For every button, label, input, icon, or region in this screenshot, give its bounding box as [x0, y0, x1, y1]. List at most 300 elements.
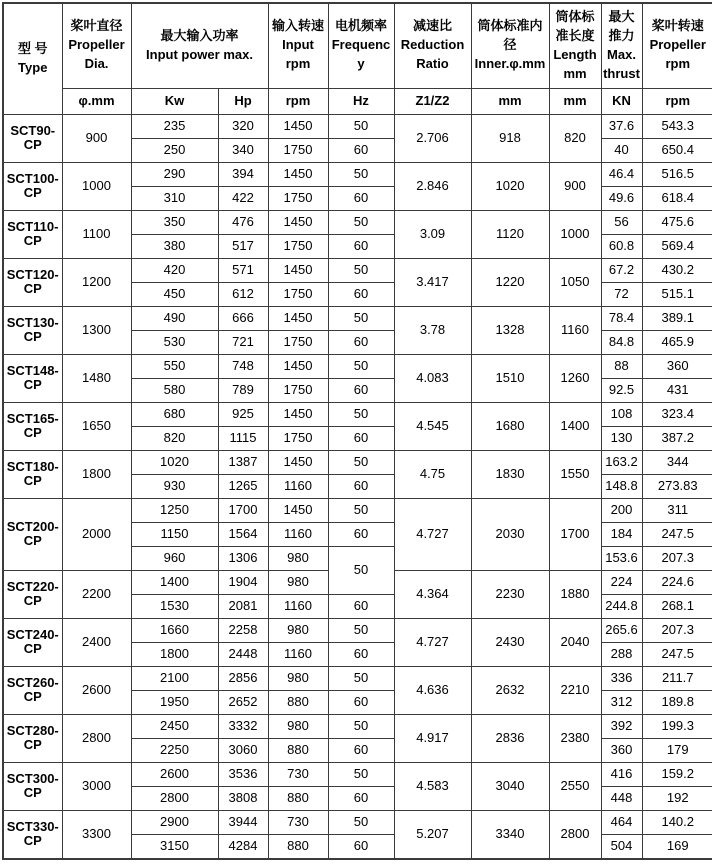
cell-frequency: 60 — [328, 474, 394, 498]
cell-power-hp: 612 — [218, 282, 268, 306]
cell-input-rpm: 1750 — [268, 234, 328, 258]
type-header-zh: 型 号 — [17, 40, 48, 56]
cell-propeller-dia: 900 — [62, 114, 131, 162]
cell-length: 820 — [549, 114, 601, 162]
cell-input-rpm: 1450 — [268, 258, 328, 282]
cell-reduction-ratio: 4.727 — [394, 618, 471, 666]
cell-power-hp: 3808 — [218, 786, 268, 810]
cell-input-rpm: 1750 — [268, 186, 328, 210]
cell-power-kw: 450 — [131, 282, 218, 306]
cell-max-thrust: 67.2 — [601, 258, 642, 282]
cell-model-type: SCT240-CP — [3, 618, 62, 666]
cell-reduction-ratio: 4.083 — [394, 354, 471, 402]
cell-propeller-dia: 2200 — [62, 570, 131, 618]
cell-reduction-ratio: 3.09 — [394, 210, 471, 258]
cell-propeller-rpm: 569.4 — [642, 234, 712, 258]
cell-propeller-dia: 2400 — [62, 618, 131, 666]
cell-power-hp: 748 — [218, 354, 268, 378]
cell-input-rpm: 1160 — [268, 642, 328, 666]
cell-inner-dia: 2230 — [471, 570, 549, 618]
cell-power-kw: 1250 — [131, 498, 218, 522]
cell-max-thrust: 153.6 — [601, 546, 642, 570]
cell-propeller-dia: 1200 — [62, 258, 131, 306]
cell-power-hp: 3332 — [218, 714, 268, 738]
cell-inner-dia: 1328 — [471, 306, 549, 354]
cell-length: 2550 — [549, 762, 601, 810]
cell-inner-dia: 1830 — [471, 450, 549, 498]
type-header-en: Type — [18, 59, 48, 75]
cell-max-thrust: 78.4 — [601, 306, 642, 330]
cell-input-rpm: 1450 — [268, 498, 328, 522]
cell-propeller-rpm: 475.6 — [642, 210, 712, 234]
cell-input-rpm: 1750 — [268, 378, 328, 402]
table-row — [3, 810, 712, 834]
cell-power-kw: 930 — [131, 474, 218, 498]
cell-power-hp: 3060 — [218, 738, 268, 762]
cell-reduction-ratio: 4.545 — [394, 402, 471, 450]
unit-frequency: Hz — [328, 88, 394, 114]
cell-reduction-ratio: 4.364 — [394, 570, 471, 618]
cell-propeller-dia: 1300 — [62, 306, 131, 354]
cell-propeller-rpm: 389.1 — [642, 306, 712, 330]
cell-propeller-dia: 1800 — [62, 450, 131, 498]
table-row — [3, 210, 712, 234]
cell-length: 2210 — [549, 666, 601, 714]
cell-propeller-dia: 1000 — [62, 162, 131, 210]
cell-input-rpm: 980 — [268, 714, 328, 738]
cell-propeller-rpm: 344 — [642, 450, 712, 474]
cell-max-thrust: 92.5 — [601, 378, 642, 402]
cell-inner-dia: 1220 — [471, 258, 549, 306]
cell-frequency: 60 — [328, 594, 394, 618]
cell-propeller-rpm: 360 — [642, 354, 712, 378]
cell-model-type: SCT300-CP — [3, 762, 62, 810]
cell-model-type: SCT330-CP — [3, 810, 62, 859]
cell-propeller-rpm: 192 — [642, 786, 712, 810]
cell-power-kw: 2900 — [131, 810, 218, 834]
cell-power-hp: 1115 — [218, 426, 268, 450]
cell-input-rpm: 1750 — [268, 282, 328, 306]
cell-reduction-ratio: 2.846 — [394, 162, 471, 210]
cell-propeller-dia: 3000 — [62, 762, 131, 810]
cell-power-kw: 530 — [131, 330, 218, 354]
cell-frequency: 50 — [328, 354, 394, 378]
cell-propeller-rpm: 169 — [642, 834, 712, 859]
col-header-propeller-rpm: 桨叶转速 Propeller rpm — [642, 3, 712, 88]
cell-power-hp: 320 — [218, 114, 268, 138]
cell-reduction-ratio: 2.706 — [394, 114, 471, 162]
cell-power-hp: 476 — [218, 210, 268, 234]
cell-power-kw: 1660 — [131, 618, 218, 642]
cell-inner-dia: 1680 — [471, 402, 549, 450]
table-row — [3, 450, 712, 474]
cell-model-type: SCT220-CP — [3, 570, 62, 618]
cell-input-rpm: 880 — [268, 738, 328, 762]
cell-max-thrust: 46.4 — [601, 162, 642, 186]
cell-frequency: 50 — [328, 618, 394, 642]
cell-max-thrust: 148.8 — [601, 474, 642, 498]
cell-max-thrust: 130 — [601, 426, 642, 450]
cell-propeller-dia: 1480 — [62, 354, 131, 402]
cell-power-hp: 2081 — [218, 594, 268, 618]
cell-power-kw: 3150 — [131, 834, 218, 859]
cell-model-type: SCT260-CP — [3, 666, 62, 714]
cell-max-thrust: 37.6 — [601, 114, 642, 138]
cell-power-kw: 350 — [131, 210, 218, 234]
cell-input-rpm: 1750 — [268, 426, 328, 450]
cell-reduction-ratio: 4.917 — [394, 714, 471, 762]
table-row — [3, 498, 712, 522]
cell-power-hp: 925 — [218, 402, 268, 426]
cell-length: 1000 — [549, 210, 601, 258]
cell-reduction-ratio: 3.78 — [394, 306, 471, 354]
cell-propeller-rpm: 247.5 — [642, 522, 712, 546]
cell-frequency: 50 — [328, 306, 394, 330]
cell-model-type: SCT120-CP — [3, 258, 62, 306]
cell-inner-dia: 3040 — [471, 762, 549, 810]
cell-power-kw: 2450 — [131, 714, 218, 738]
cell-propeller-rpm: 543.3 — [642, 114, 712, 138]
col-header-reduction-ratio: 减速比 Reduction Ratio — [394, 3, 471, 88]
cell-max-thrust: 49.6 — [601, 186, 642, 210]
cell-max-thrust: 200 — [601, 498, 642, 522]
cell-frequency: 50 — [328, 402, 394, 426]
cell-power-hp: 422 — [218, 186, 268, 210]
cell-power-hp: 1387 — [218, 450, 268, 474]
cell-inner-dia: 1510 — [471, 354, 549, 402]
cell-input-rpm: 980 — [268, 666, 328, 690]
cell-input-rpm: 980 — [268, 618, 328, 642]
cell-power-hp: 2258 — [218, 618, 268, 642]
cell-power-hp: 3536 — [218, 762, 268, 786]
cell-power-hp: 2448 — [218, 642, 268, 666]
cell-propeller-rpm: 273.83 — [642, 474, 712, 498]
cell-power-kw: 2100 — [131, 666, 218, 690]
cell-power-kw: 490 — [131, 306, 218, 330]
cell-propeller-rpm: 224.6 — [642, 570, 712, 594]
cell-model-type: SCT200-CP — [3, 498, 62, 570]
table-row — [3, 258, 712, 282]
cell-frequency: 60 — [328, 282, 394, 306]
cell-reduction-ratio: 3.417 — [394, 258, 471, 306]
cell-input-rpm: 1160 — [268, 474, 328, 498]
cell-power-hp: 2856 — [218, 666, 268, 690]
cell-propeller-dia: 1650 — [62, 402, 131, 450]
cell-propeller-rpm: 311 — [642, 498, 712, 522]
cell-input-rpm: 1450 — [268, 402, 328, 426]
table-row — [3, 162, 712, 186]
unit-kw: Kw — [131, 88, 218, 114]
cell-length: 2380 — [549, 714, 601, 762]
cell-power-hp: 3944 — [218, 810, 268, 834]
col-header-propeller-dia: 桨叶直径 Propeller Dia. — [62, 3, 131, 88]
cell-inner-dia: 918 — [471, 114, 549, 162]
cell-max-thrust: 60.8 — [601, 234, 642, 258]
cell-propeller-rpm: 211.7 — [642, 666, 712, 690]
cell-max-thrust: 244.8 — [601, 594, 642, 618]
cell-power-kw: 580 — [131, 378, 218, 402]
cell-reduction-ratio: 4.727 — [394, 498, 471, 570]
unit-reduction-ratio: Z1/Z2 — [394, 88, 471, 114]
cell-length: 2800 — [549, 810, 601, 859]
cell-reduction-ratio: 5.207 — [394, 810, 471, 859]
cell-frequency: 60 — [328, 234, 394, 258]
cell-propeller-dia: 2800 — [62, 714, 131, 762]
cell-propeller-rpm: 618.4 — [642, 186, 712, 210]
cell-reduction-ratio: 4.636 — [394, 666, 471, 714]
cell-input-rpm: 1160 — [268, 522, 328, 546]
cell-frequency: 60 — [328, 690, 394, 714]
cell-frequency: 60 — [328, 138, 394, 162]
cell-propeller-rpm: 140.2 — [642, 810, 712, 834]
cell-frequency: 50 — [328, 666, 394, 690]
cell-power-kw: 2250 — [131, 738, 218, 762]
cell-input-rpm: 880 — [268, 834, 328, 859]
cell-frequency: 60 — [328, 426, 394, 450]
cell-propeller-dia: 2600 — [62, 666, 131, 714]
cell-power-kw: 2800 — [131, 786, 218, 810]
cell-input-rpm: 980 — [268, 570, 328, 594]
cell-power-kw: 550 — [131, 354, 218, 378]
cell-inner-dia: 2030 — [471, 498, 549, 570]
cell-input-rpm: 1450 — [268, 450, 328, 474]
cell-power-hp: 1265 — [218, 474, 268, 498]
cell-frequency: 60 — [328, 378, 394, 402]
cell-frequency: 60 — [328, 786, 394, 810]
cell-power-kw: 310 — [131, 186, 218, 210]
col-header-input-rpm: 输入转速 Input rpm — [268, 3, 328, 88]
cell-power-kw: 250 — [131, 138, 218, 162]
cell-propeller-rpm: 650.4 — [642, 138, 712, 162]
cell-power-hp: 340 — [218, 138, 268, 162]
table-row — [3, 762, 712, 786]
cell-max-thrust: 40 — [601, 138, 642, 162]
cell-power-hp: 394 — [218, 162, 268, 186]
cell-power-kw: 380 — [131, 234, 218, 258]
cell-max-thrust: 108 — [601, 402, 642, 426]
cell-max-thrust: 504 — [601, 834, 642, 859]
cell-input-rpm: 980 — [268, 546, 328, 570]
cell-length: 2040 — [549, 618, 601, 666]
cell-input-rpm: 1450 — [268, 354, 328, 378]
cell-max-thrust: 56 — [601, 210, 642, 234]
table-header — [3, 3, 712, 114]
cell-frequency: 60 — [328, 738, 394, 762]
cell-frequency: 50 — [328, 450, 394, 474]
cell-input-rpm: 730 — [268, 810, 328, 834]
cell-input-rpm: 1450 — [268, 162, 328, 186]
col-header-type — [3, 3, 62, 114]
col-header-length: 筒体标准长度 Length mm — [549, 3, 601, 88]
cell-frequency: 50 — [328, 714, 394, 738]
cell-max-thrust: 336 — [601, 666, 642, 690]
cell-power-kw: 1530 — [131, 594, 218, 618]
unit-length: mm — [549, 88, 601, 114]
table-row — [3, 402, 712, 426]
cell-power-kw: 1400 — [131, 570, 218, 594]
cell-frequency: 50 — [328, 810, 394, 834]
cell-length: 1260 — [549, 354, 601, 402]
cell-frequency: 50 — [328, 498, 394, 522]
cell-max-thrust: 265.6 — [601, 618, 642, 642]
cell-length: 1700 — [549, 498, 601, 570]
cell-propeller-rpm: 179 — [642, 738, 712, 762]
cell-max-thrust: 448 — [601, 786, 642, 810]
table-row — [3, 666, 712, 690]
cell-length: 900 — [549, 162, 601, 210]
cell-model-type: SCT100-CP — [3, 162, 62, 210]
header-row-units — [3, 88, 712, 114]
cell-max-thrust: 84.8 — [601, 330, 642, 354]
cell-input-rpm: 880 — [268, 786, 328, 810]
cell-length: 1160 — [549, 306, 601, 354]
unit-inner-dia: mm — [471, 88, 549, 114]
cell-max-thrust: 288 — [601, 642, 642, 666]
cell-power-hp: 1306 — [218, 546, 268, 570]
thruster-spec-table — [2, 2, 712, 860]
cell-power-hp: 517 — [218, 234, 268, 258]
cell-model-type: SCT90-CP — [3, 114, 62, 162]
cell-propeller-dia: 2000 — [62, 498, 131, 570]
cell-power-hp: 571 — [218, 258, 268, 282]
cell-frequency: 50 — [328, 210, 394, 234]
cell-propeller-rpm: 323.4 — [642, 402, 712, 426]
table-row — [3, 714, 712, 738]
cell-input-rpm: 1750 — [268, 330, 328, 354]
table-row — [3, 114, 712, 138]
cell-model-type: SCT180-CP — [3, 450, 62, 498]
cell-max-thrust: 184 — [601, 522, 642, 546]
unit-hp: Hp — [218, 88, 268, 114]
cell-frequency: 50 — [328, 546, 394, 594]
cell-power-kw: 680 — [131, 402, 218, 426]
cell-propeller-rpm: 430.2 — [642, 258, 712, 282]
cell-propeller-rpm: 516.5 — [642, 162, 712, 186]
cell-power-kw: 420 — [131, 258, 218, 282]
unit-propeller-dia: φ.mm — [62, 88, 131, 114]
cell-propeller-rpm: 247.5 — [642, 642, 712, 666]
header-row-main — [3, 3, 712, 88]
cell-propeller-rpm: 199.3 — [642, 714, 712, 738]
cell-model-type: SCT110-CP — [3, 210, 62, 258]
cell-propeller-rpm: 515.1 — [642, 282, 712, 306]
cell-inner-dia: 1120 — [471, 210, 549, 258]
col-header-inner-dia: 筒体标准内径 Inner.φ.mm — [471, 3, 549, 88]
unit-max-thrust: KN — [601, 88, 642, 114]
cell-input-rpm: 730 — [268, 762, 328, 786]
cell-frequency: 50 — [328, 114, 394, 138]
cell-power-hp: 1904 — [218, 570, 268, 594]
cell-max-thrust: 360 — [601, 738, 642, 762]
cell-propeller-rpm: 207.3 — [642, 618, 712, 642]
cell-input-rpm: 1750 — [268, 138, 328, 162]
cell-length: 1550 — [549, 450, 601, 498]
cell-propeller-rpm: 431 — [642, 378, 712, 402]
cell-power-kw: 960 — [131, 546, 218, 570]
cell-input-rpm: 1450 — [268, 210, 328, 234]
cell-max-thrust: 88 — [601, 354, 642, 378]
cell-max-thrust: 464 — [601, 810, 642, 834]
cell-reduction-ratio: 4.583 — [394, 762, 471, 810]
cell-propeller-rpm: 465.9 — [642, 330, 712, 354]
cell-frequency: 60 — [328, 522, 394, 546]
cell-frequency: 60 — [328, 186, 394, 210]
cell-max-thrust: 224 — [601, 570, 642, 594]
unit-input-rpm: rpm — [268, 88, 328, 114]
cell-model-type: SCT165-CP — [3, 402, 62, 450]
cell-propeller-rpm: 159.2 — [642, 762, 712, 786]
cell-propeller-rpm: 207.3 — [642, 546, 712, 570]
cell-max-thrust: 416 — [601, 762, 642, 786]
cell-propeller-rpm: 189.8 — [642, 690, 712, 714]
cell-power-kw: 1150 — [131, 522, 218, 546]
cell-power-hp: 721 — [218, 330, 268, 354]
table-row — [3, 306, 712, 330]
col-header-frequency: 电机频率 Frequency — [328, 3, 394, 88]
cell-propeller-rpm: 387.2 — [642, 426, 712, 450]
cell-power-kw: 2600 — [131, 762, 218, 786]
cell-power-kw: 1800 — [131, 642, 218, 666]
cell-power-hp: 666 — [218, 306, 268, 330]
cell-frequency: 60 — [328, 642, 394, 666]
cell-power-hp: 1564 — [218, 522, 268, 546]
cell-model-type: SCT130-CP — [3, 306, 62, 354]
cell-power-kw: 290 — [131, 162, 218, 186]
cell-inner-dia: 3340 — [471, 810, 549, 859]
col-header-max-thrust: 最大推力 Max. thrust — [601, 3, 642, 88]
cell-propeller-dia: 3300 — [62, 810, 131, 859]
cell-frequency: 50 — [328, 258, 394, 282]
cell-inner-dia: 1020 — [471, 162, 549, 210]
cell-input-rpm: 1450 — [268, 306, 328, 330]
cell-propeller-rpm: 268.1 — [642, 594, 712, 618]
cell-input-rpm: 1450 — [268, 114, 328, 138]
cell-power-kw: 235 — [131, 114, 218, 138]
cell-power-hp: 4284 — [218, 834, 268, 859]
cell-power-hp: 2652 — [218, 690, 268, 714]
spec-table-body — [3, 114, 712, 859]
cell-power-kw: 1020 — [131, 450, 218, 474]
unit-propeller-rpm: rpm — [642, 88, 712, 114]
table-row — [3, 354, 712, 378]
cell-frequency: 50 — [328, 162, 394, 186]
cell-input-rpm: 1160 — [268, 594, 328, 618]
cell-inner-dia: 2836 — [471, 714, 549, 762]
cell-propeller-dia: 1100 — [62, 210, 131, 258]
cell-model-type: SCT280-CP — [3, 714, 62, 762]
cell-inner-dia: 2632 — [471, 666, 549, 714]
cell-length: 1400 — [549, 402, 601, 450]
cell-power-hp: 1700 — [218, 498, 268, 522]
cell-frequency: 50 — [328, 762, 394, 786]
cell-power-hp: 789 — [218, 378, 268, 402]
cell-max-thrust: 392 — [601, 714, 642, 738]
cell-power-kw: 820 — [131, 426, 218, 450]
cell-reduction-ratio: 4.75 — [394, 450, 471, 498]
cell-input-rpm: 880 — [268, 690, 328, 714]
cell-length: 1050 — [549, 258, 601, 306]
cell-max-thrust: 72 — [601, 282, 642, 306]
cell-frequency: 60 — [328, 330, 394, 354]
cell-max-thrust: 163.2 — [601, 450, 642, 474]
col-header-input-power: 最大输入功率 Input power max. — [131, 3, 268, 88]
cell-inner-dia: 2430 — [471, 618, 549, 666]
cell-model-type: SCT148-CP — [3, 354, 62, 402]
cell-length: 1880 — [549, 570, 601, 618]
cell-power-kw: 1950 — [131, 690, 218, 714]
cell-frequency: 60 — [328, 834, 394, 859]
table-row — [3, 618, 712, 642]
